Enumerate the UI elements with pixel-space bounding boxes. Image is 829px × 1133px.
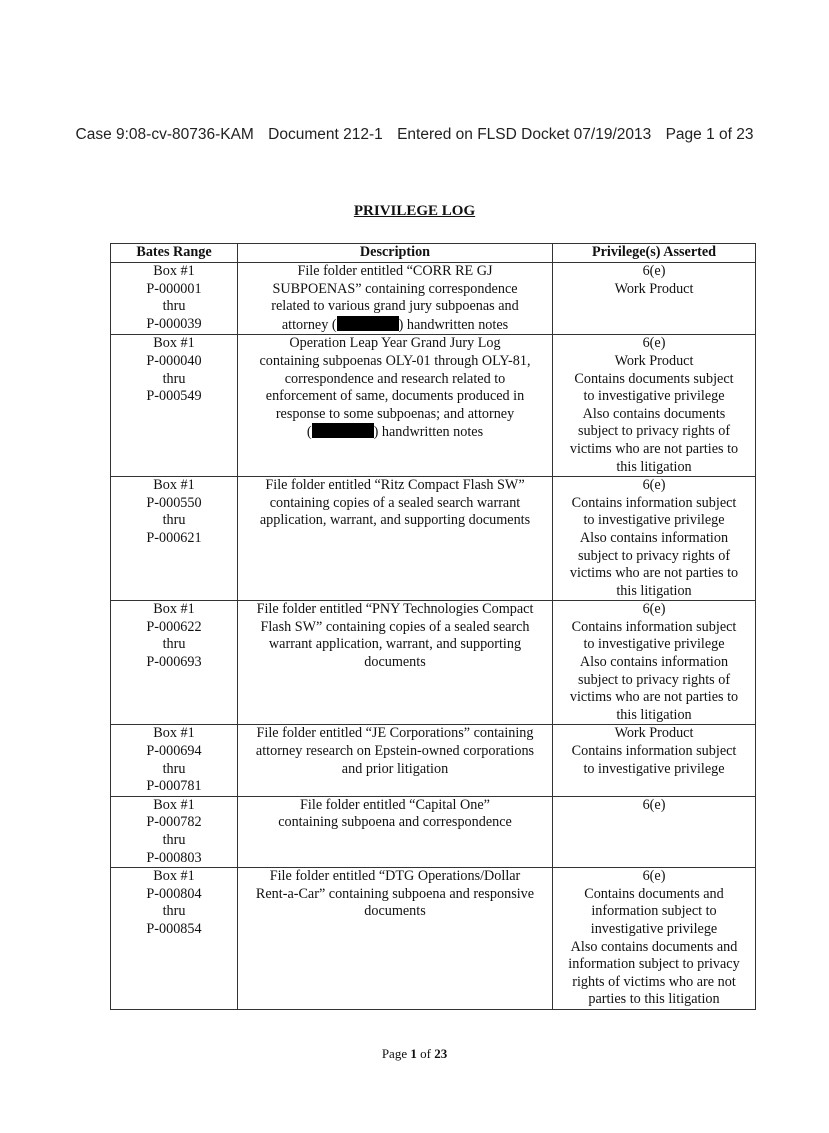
description-line: response to some subpoenas; and attorney: [275, 405, 515, 422]
privilege-line: subject to privacy rights of: [577, 547, 731, 564]
description-line-redacted: [240, 316, 550, 335]
bates-line: thru: [162, 832, 186, 848]
footer-prefix: Page: [381, 1046, 411, 1061]
privilege-line: to investigative privilege: [583, 512, 725, 529]
bates-line: P-000782: [146, 814, 202, 831]
description-line: File folder entitled “CORR RE GJ: [297, 263, 493, 279]
bates-line: thru: [162, 370, 186, 387]
privilege-line: to investigative privilege: [583, 388, 725, 405]
bates-line: Box #1: [153, 263, 195, 279]
bates-line: P-000694: [146, 743, 202, 760]
bates-line: Box #1: [153, 868, 195, 885]
description-line: documents: [364, 903, 426, 920]
docket-header: [0, 126, 829, 144]
description-line: related to various grand jury subpoenas and: [271, 298, 519, 315]
table-row: [111, 601, 756, 725]
bates-line: thru: [162, 298, 186, 315]
privilege-line: to investigative privilege: [583, 760, 725, 777]
bates-line: P-000621: [146, 529, 202, 546]
docket-entry: Entered on FLSD Docket 07/19/2013: [397, 126, 652, 143]
description-cell: [238, 477, 553, 601]
privilege-cell: [553, 477, 756, 601]
description-line: File folder entitled “JE Corporations” containing: [256, 725, 534, 742]
description-cell: [238, 725, 553, 796]
bates-range-cell: [111, 477, 238, 601]
description-line: attorney research on Epstein-owned corporations: [255, 743, 535, 760]
description-line: File folder entitled “DTG Operations/Dollar: [269, 868, 521, 885]
privilege-line: this litigation: [616, 706, 692, 723]
redaction-box: [337, 316, 399, 331]
privilege-line: Also contains documents and: [570, 938, 738, 955]
privilege-line: Contains documents and: [584, 885, 724, 902]
description-cell: [238, 868, 553, 1010]
privilege-line: Also contains information: [579, 529, 729, 546]
description-line: SUBPOENAS” containing correspondence: [272, 280, 518, 297]
redaction-prefix: (: [306, 424, 312, 441]
footer-middle: of: [416, 1046, 435, 1061]
privilege-line: 6(e): [642, 868, 666, 885]
table-body: [111, 263, 756, 1010]
privilege-line: Work Product: [614, 280, 694, 297]
bates-range-cell: [111, 796, 238, 867]
privilege-line: Work Product: [614, 352, 694, 369]
bates-line: thru: [162, 760, 186, 777]
table-row: [111, 796, 756, 867]
privilege-line: 6(e): [642, 335, 666, 352]
bates-range-cell: [111, 868, 238, 1010]
bates-line: Box #1: [153, 796, 195, 813]
bates-line: P-000039: [146, 315, 202, 332]
privilege-line: 6(e): [642, 601, 666, 618]
bates-line: thru: [162, 512, 186, 529]
bates-line: P-000803: [146, 849, 202, 866]
description-line: Flash SW” containing copies of a sealed search: [260, 618, 530, 635]
redaction-box: [312, 423, 374, 438]
privilege-line: 6(e): [642, 796, 666, 813]
column-header-privilege: Privilege(s) Asserted: [553, 244, 756, 263]
footer-current-page: 1: [410, 1046, 417, 1061]
privilege-line: victims who are not parties to: [569, 565, 739, 582]
description-line: Operation Leap Year Grand Jury Log: [289, 335, 501, 352]
bates-line: P-000781: [146, 778, 202, 795]
privilege-line: to investigative privilege: [583, 636, 725, 653]
description-line-redacted: [240, 423, 550, 442]
table-row: [111, 335, 756, 477]
privilege-line: parties to this litigation: [588, 991, 720, 1008]
bates-range-cell: [111, 335, 238, 477]
privilege-cell: [553, 335, 756, 477]
privilege-cell: [553, 263, 756, 335]
bates-line: P-000550: [146, 494, 202, 511]
redaction-prefix: attorney (: [281, 316, 337, 333]
document-number: Document 212-1: [268, 126, 383, 143]
description-line: containing copies of a sealed search warrant: [269, 494, 521, 511]
privilege-line: Work Product: [614, 725, 694, 742]
page-footer: [0, 1046, 829, 1062]
privilege-cell: [553, 868, 756, 1010]
privilege-line: Contains documents subject: [574, 370, 734, 387]
redaction-suffix: ) handwritten notes: [373, 424, 484, 441]
bates-line: P-000693: [146, 654, 202, 671]
bates-range-cell: [111, 725, 238, 796]
description-cell: [238, 796, 553, 867]
bates-line: P-000549: [146, 388, 202, 405]
bates-line: Box #1: [153, 601, 195, 618]
column-header-description: Description: [238, 244, 553, 263]
case-number: Case 9:08-cv-80736-KAM: [75, 126, 254, 143]
privilege-line: subject to privacy rights of: [577, 423, 731, 440]
description-line: application, warrant, and supporting documents: [259, 512, 531, 529]
privilege-line: Also contains information: [579, 654, 729, 671]
table-row: [111, 868, 756, 1010]
table-row: [111, 477, 756, 601]
bates-line: Box #1: [153, 335, 195, 352]
privilege-line: investigative privilege: [590, 920, 718, 937]
bates-line: Box #1: [153, 477, 195, 494]
privilege-line: this litigation: [616, 582, 692, 599]
description-cell: [238, 263, 553, 335]
privilege-line: victims who are not parties to: [569, 689, 739, 706]
privilege-line: information subject to privacy: [568, 956, 740, 973]
privilege-line: rights of victims who are not: [572, 973, 736, 990]
column-header-bates: Bates Range: [111, 244, 238, 263]
privilege-line: Contains information subject: [571, 618, 737, 635]
description-cell: [238, 335, 553, 477]
redaction-suffix: ) handwritten notes: [398, 316, 509, 333]
privilege-line: this litigation: [616, 458, 692, 475]
privilege-line: Contains information subject: [571, 494, 737, 511]
description-line: File folder entitled “PNY Technologies Compact: [256, 601, 534, 618]
description-line: enforcement of same, documents produced in: [265, 388, 525, 405]
table-row: [111, 725, 756, 796]
bates-range-cell: [111, 601, 238, 725]
description-cell: [238, 601, 553, 725]
header-page-number: Page 1 of 23: [665, 126, 754, 143]
bates-line: thru: [162, 903, 186, 920]
bates-line: Box #1: [153, 725, 195, 742]
privilege-line: subject to privacy rights of: [577, 671, 731, 688]
privilege-line: information subject to: [591, 903, 717, 920]
privilege-line: victims who are not parties to: [569, 440, 739, 457]
privilege-line: Also contains documents: [582, 405, 726, 422]
description-line: correspondence and research related to: [284, 370, 506, 387]
description-line: containing subpoena and correspondence: [278, 814, 512, 831]
description-line: documents: [364, 654, 426, 671]
footer-total-pages: 23: [434, 1046, 448, 1061]
bates-line: P-000001: [146, 280, 202, 297]
table-row: [111, 263, 756, 335]
description-line: File folder entitled “Capital One”: [300, 796, 490, 813]
bates-line: P-000622: [146, 618, 202, 635]
privilege-cell: [553, 725, 756, 796]
privilege-cell: [553, 796, 756, 867]
privilege-line: Contains information subject: [571, 743, 737, 760]
description-line: Rent-a-Car” containing subpoena and responsive: [255, 885, 535, 902]
privilege-cell: [553, 601, 756, 725]
bates-line: P-000854: [146, 920, 202, 937]
privilege-line: 6(e): [642, 263, 666, 279]
bates-range-cell: [111, 263, 238, 335]
bates-line: P-000040: [146, 352, 202, 369]
page-title: PRIVILEGE LOG: [353, 203, 476, 219]
bates-line: P-000804: [146, 885, 202, 902]
description-line: and prior litigation: [341, 760, 449, 777]
privilege-line: 6(e): [642, 477, 666, 494]
description-line: containing subpoenas OLY-01 through OLY-81,: [259, 352, 531, 369]
table-header-row: [111, 244, 756, 263]
privilege-log-table: [110, 243, 756, 1010]
description-line: warrant application, warrant, and supporting: [268, 636, 522, 653]
bates-line: thru: [162, 636, 186, 653]
description-line: File folder entitled “Ritz Compact Flash SW”: [265, 477, 525, 494]
